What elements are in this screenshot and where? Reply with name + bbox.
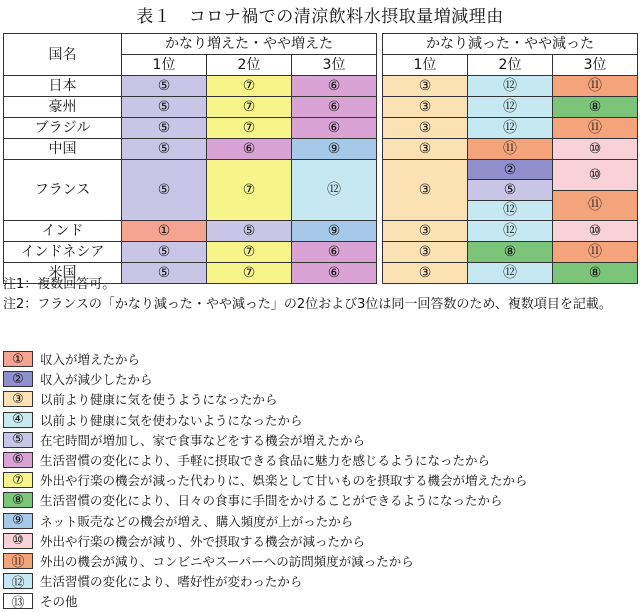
legend-item <box>3 451 637 469</box>
country-name: インドネシア <box>4 242 122 263</box>
reason-cell: ① <box>122 221 207 242</box>
legend-item <box>3 350 637 368</box>
legend-swatch: ④ <box>3 412 33 428</box>
reason-cell: ⑦ <box>207 76 292 97</box>
reason-cell-multi <box>553 160 638 221</box>
reason-value: ⑩ <box>553 160 637 190</box>
legend-item <box>3 532 637 550</box>
reason-cell: ⑦ <box>207 118 292 139</box>
reason-cell: ⑤ <box>122 76 207 97</box>
reason-cell: ⑥ <box>292 76 377 97</box>
legend-label: 生活習慣の変化により、嗜好性が変わったから <box>40 574 303 590</box>
reason-cell: ⑪ <box>468 139 553 160</box>
reason-cell: ⑫ <box>468 76 553 97</box>
country-name: 米国 <box>4 263 122 284</box>
reason-cell: ⑦ <box>207 242 292 263</box>
legend-item <box>3 592 637 610</box>
country-name: 豪州 <box>4 97 122 118</box>
legend-swatch: ⑦ <box>3 472 33 488</box>
reason-cell-multi <box>468 160 553 221</box>
reason-cell: ⑦ <box>207 160 292 221</box>
reason-cell: ③ <box>383 139 468 160</box>
legend-swatch: ⑬ <box>3 593 33 609</box>
reason-cell: ⑫ <box>468 97 553 118</box>
legend-label: 収入が減少したから <box>40 372 153 388</box>
legend-item <box>3 370 637 388</box>
reasons-table <box>3 33 638 284</box>
legend-swatch: ⑨ <box>3 513 33 529</box>
reason-cell: ⑥ <box>292 263 377 284</box>
reason-cell: ⑤ <box>122 160 207 221</box>
legend <box>3 350 637 612</box>
rank-header: 2位 <box>207 55 292 76</box>
reason-cell: ⑧ <box>468 242 553 263</box>
reason-cell: ⑥ <box>292 242 377 263</box>
table-row <box>4 97 638 118</box>
legend-item <box>3 572 637 590</box>
legend-label: 外出の機会が減り、コンビニやスーパーへの訪問頻度が減ったから <box>40 553 414 569</box>
reason-cell: ⑨ <box>292 139 377 160</box>
country-name: インド <box>4 221 122 242</box>
reason-cell: ⑧ <box>553 263 638 284</box>
country-name: ブラジル <box>4 118 122 139</box>
note-2: 注2：フランスの「かなり減った・やや減った」の2位および3位は同一回答数のため、複数項目を記載。 <box>3 297 612 312</box>
rank-header: 3位 <box>292 55 377 76</box>
legend-label: 生活習慣の変化により、手軽に摂取できる食品に魅力を感じるようになったから <box>40 452 491 468</box>
reason-cell: ⑤ <box>122 263 207 284</box>
reason-cell: ⑧ <box>553 97 638 118</box>
legend-label: ネット販売などの機会が増え、購入頻度が上がったから <box>40 513 354 529</box>
reason-cell: ⑨ <box>292 221 377 242</box>
increase-group-header: かなり増えた・やや増えた <box>122 34 377 55</box>
legend-label: 収入が増えたから <box>40 352 141 367</box>
header-row-groups <box>4 34 638 55</box>
reason-cell: ⑩ <box>553 139 638 160</box>
table-row <box>4 242 638 263</box>
reason-cell: ⑪ <box>553 76 638 97</box>
country-name: 日本 <box>4 76 122 97</box>
reason-cell: ⑤ <box>207 221 292 242</box>
rank-header: 3位 <box>553 55 638 76</box>
legend-item <box>3 411 637 429</box>
reason-value: ⑪ <box>553 190 637 221</box>
reason-cell: ③ <box>383 76 468 97</box>
reason-cell: ⑪ <box>553 118 638 139</box>
legend-swatch: ⑪ <box>3 553 33 569</box>
table-row <box>4 118 638 139</box>
reason-cell: ⑩ <box>553 221 638 242</box>
note-1: 注1：複数回答可。 <box>3 277 116 292</box>
legend-swatch: ⑤ <box>3 432 33 448</box>
legend-swatch: ② <box>3 371 33 387</box>
legend-item <box>3 512 637 530</box>
legend-label: 以前より健康に気を使わないようになったから <box>40 412 303 428</box>
legend-label: その他 <box>40 594 78 610</box>
reason-cell: ③ <box>383 263 468 284</box>
legend-label: 在宅時間が増加し、家で食事などをする機会が増えたから <box>40 432 366 448</box>
rank-header: 1位 <box>122 55 207 76</box>
legend-label: 外出や行楽の機会が減り、外で摂取する機会が減ったから <box>40 533 366 549</box>
legend-swatch: ① <box>3 351 33 367</box>
reason-cell: ⑫ <box>292 160 377 221</box>
reason-cell: ⑪ <box>553 242 638 263</box>
legend-label: 外出や行楽の機会が減った代わりに、娯楽として甘いものを摂取する機会が増えたから <box>40 473 528 489</box>
reason-cell: ⑤ <box>122 139 207 160</box>
reason-value: ② <box>468 160 552 179</box>
legend-label: 以前より健康に気を使うようになったから <box>40 392 278 408</box>
legend-item <box>3 390 637 408</box>
reason-cell: ⑤ <box>122 242 207 263</box>
legend-item <box>3 431 637 449</box>
table-row <box>4 221 638 242</box>
table-row <box>4 139 638 160</box>
page-title: 表１ コロナ禍での清涼飲料水摂取量増減理由 <box>136 7 504 27</box>
table-row <box>4 160 638 221</box>
legend-swatch: ⑥ <box>3 452 33 468</box>
reason-cell: ⑥ <box>292 97 377 118</box>
legend-label: 生活習慣の変化により、日々の食事に手間をかけることができるようになったから <box>40 493 503 509</box>
legend-swatch: ③ <box>3 391 33 407</box>
reason-cell: ⑤ <box>122 118 207 139</box>
legend-item <box>3 552 637 570</box>
reason-cell: ⑤ <box>122 97 207 118</box>
reason-value: ⑫ <box>468 200 552 220</box>
reason-cell: ⑫ <box>468 263 553 284</box>
country-header: 国名 <box>4 34 122 76</box>
reason-cell: ③ <box>383 242 468 263</box>
legend-item <box>3 471 637 489</box>
table-row <box>4 76 638 97</box>
reason-cell: ③ <box>383 118 468 139</box>
reason-cell: ③ <box>383 221 468 242</box>
reason-cell: ③ <box>383 160 468 221</box>
reason-value: ⑤ <box>468 179 552 199</box>
legend-swatch: ⑩ <box>3 533 33 549</box>
rank-header: 1位 <box>383 55 468 76</box>
reason-cell: ⑫ <box>468 118 553 139</box>
decrease-group-header: かなり減った・やや減った <box>383 34 638 55</box>
legend-swatch: ⑫ <box>3 573 33 589</box>
reason-cell: ⑥ <box>292 118 377 139</box>
reason-cell: ⑫ <box>468 221 553 242</box>
reason-cell: ⑦ <box>207 263 292 284</box>
country-name: 中国 <box>4 139 122 160</box>
country-name: フランス <box>4 160 122 221</box>
legend-item <box>3 491 637 509</box>
reason-cell: ③ <box>383 97 468 118</box>
reason-cell: ⑥ <box>207 139 292 160</box>
reason-cell: ⑦ <box>207 97 292 118</box>
legend-swatch: ⑧ <box>3 492 33 508</box>
rank-header: 2位 <box>468 55 553 76</box>
